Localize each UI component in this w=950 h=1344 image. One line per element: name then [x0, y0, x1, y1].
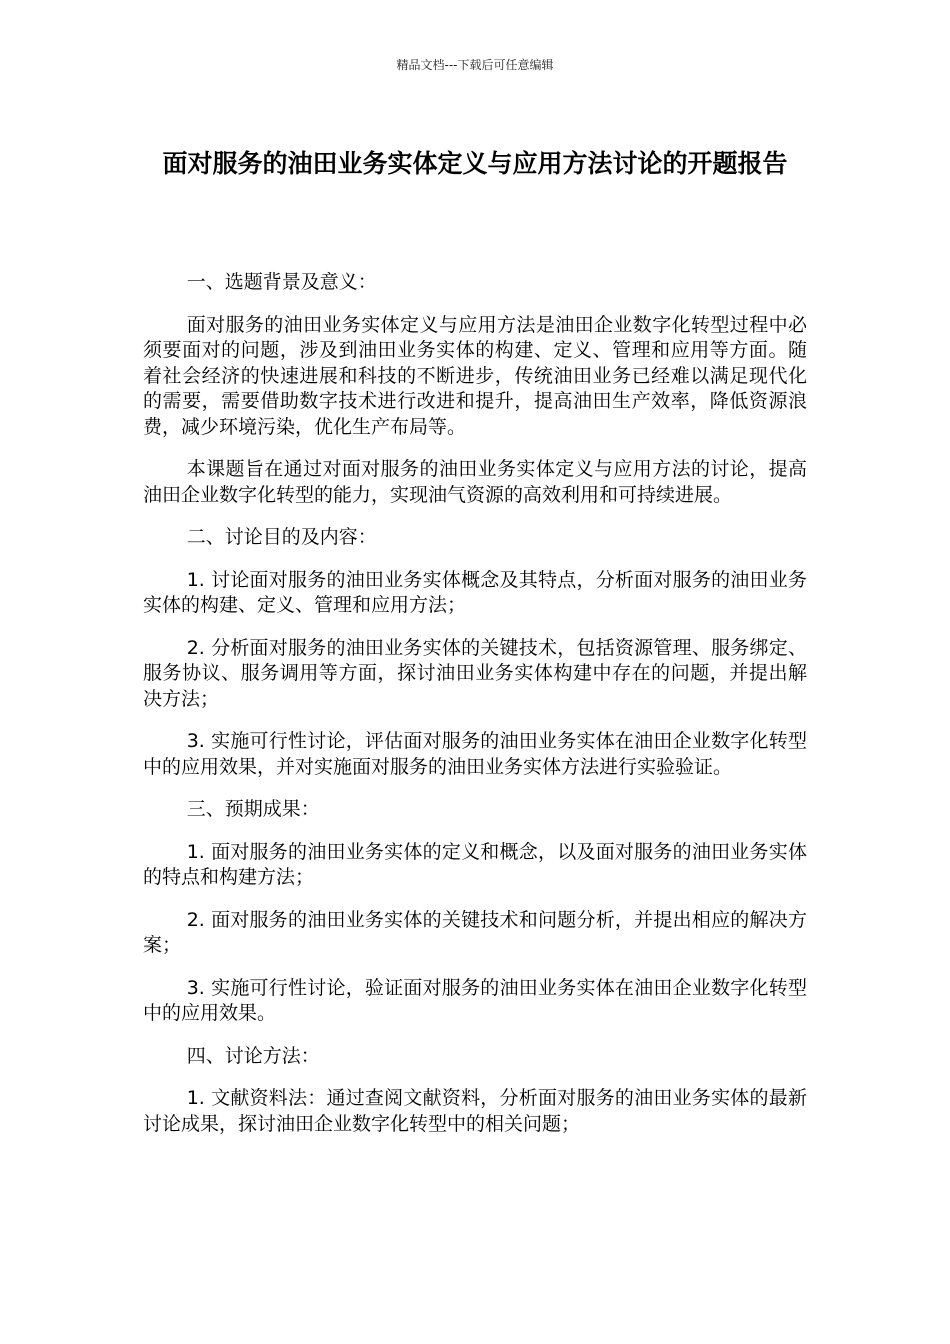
document-body — [143, 270, 807, 1154]
paragraph-background: 面对服务的油田业务实体定义与应用方法是油田企业数字化转型过程中必须要面对的问题，涉及到油田业务实体的构建、定义、管理和应用等方面。随着社会经济的快速进展和科技的不断进步，传统油田业务已经难以满足现代化的需要，需要借助数字技术进行改进和提升，提高油田生产效率，降低资源浪费，减少环境污染，优化生产布局等。 — [143, 313, 807, 438]
list-item-objective-3: 3. 实施可行性讨论，评估面对服务的油田业务实体在油田企业数字化转型中的应用效果，并对实施面对服务的油田业务实体方法进行实验验证。 — [143, 730, 807, 778]
section-heading-background: 一、选题背景及意义： — [186, 271, 377, 293]
paragraph-purpose: 本课题旨在通过对面对服务的油田业务实体定义与应用方法的讨论，提高油田企业数字化转型的能力，实现油气资源的高效利用和可持续进展。 — [143, 458, 807, 506]
list-item-outcome-3: 3. 实施可行性讨论，验证面对服务的油田业务实体在油田企业数字化转型中的应用效果。 — [143, 976, 807, 1024]
section-heading-methods: 四、讨论方法： — [186, 1044, 320, 1067]
header-note: 精品文档---下载后可任意编辑 — [396, 58, 554, 72]
list-item-outcome-2: 2. 面对服务的油田业务实体的关键技术和问题分析，并提出相应的解决方案； — [143, 908, 807, 956]
document-title: 面对服务的油田业务实体定义与应用方法讨论的开题报告 — [162, 149, 788, 178]
list-item-objective-2: 2. 分析面对服务的油田业务实体的关键技术，包括资源管理、服务绑定、服务协议、服务调用等方面，探讨油田业务实体构建中存在的问题，并提出解决方法； — [143, 636, 807, 710]
list-item-objective-1: 1. 讨论面对服务的油田业务实体概念及其特点，分析面对服务的油田业务实体的构建、定义、管理和应用方法； — [143, 568, 807, 616]
section-heading-outcomes: 三、预期成果： — [186, 798, 320, 820]
list-item-outcome-1: 1. 面对服务的油田业务实体的定义和概念，以及面对服务的油田业务实体的特点和构建方法； — [143, 840, 807, 888]
section-heading-objectives: 二、讨论目的及内容： — [186, 526, 377, 548]
list-item-method-1: 1. 文献资料法：通过查阅文献资料，分析面对服务的油田业务实体的最新讨论成果，探讨油田企业数字化转型中的相关问题； — [143, 1087, 807, 1135]
